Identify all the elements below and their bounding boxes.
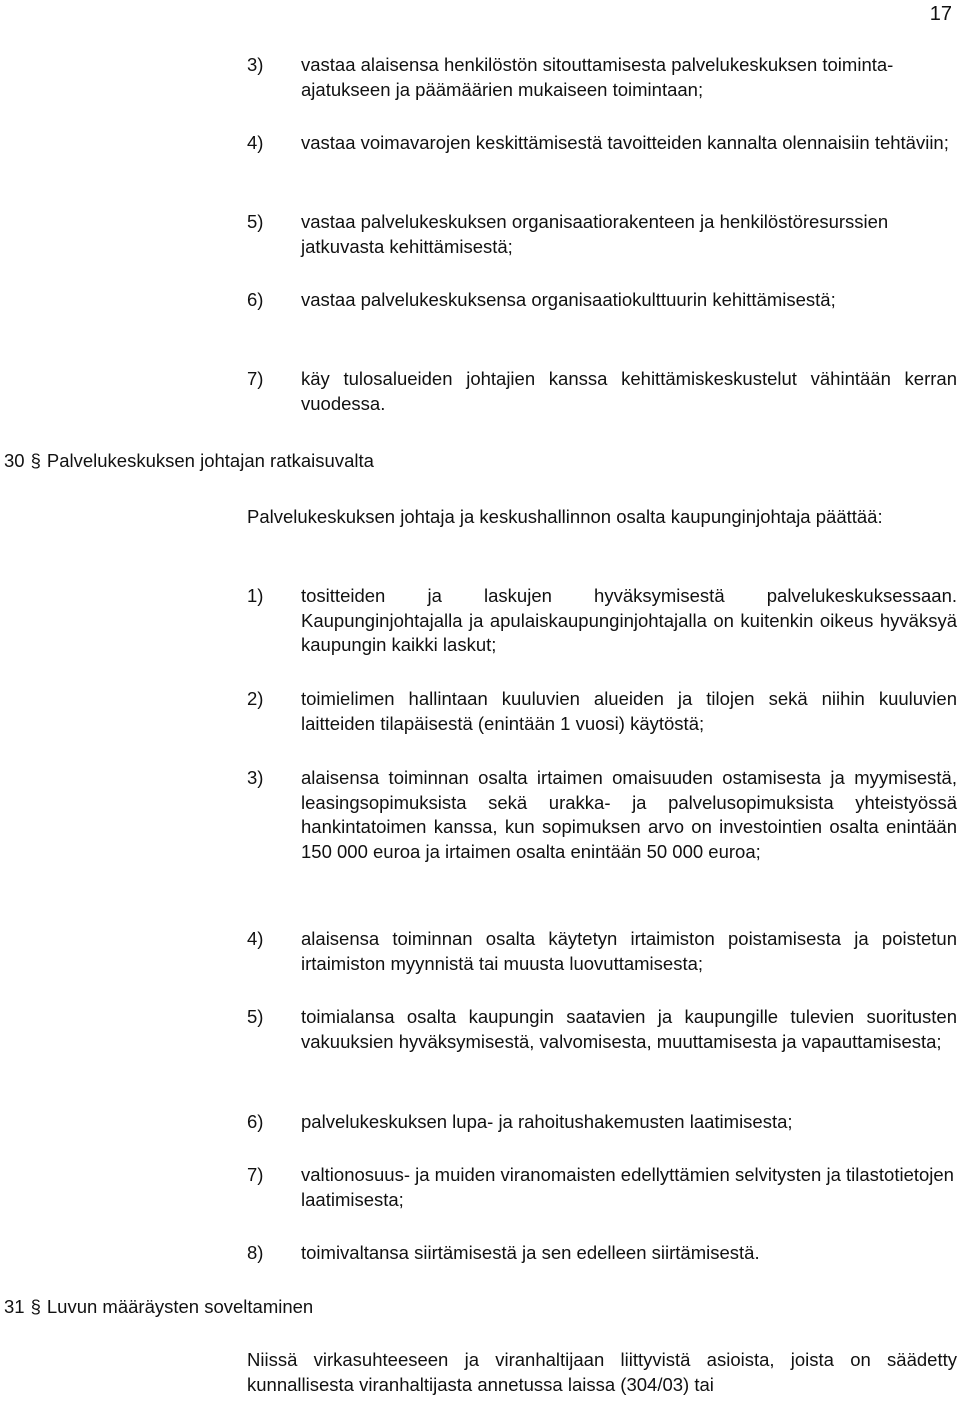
list-item-text: alaisensa toiminnan osalta irtaimen omaisuuden ostamisesta ja myymisestä, leasingsopimuksista sekä urakka- ja palvelusopimuksista yhteistyössä hankintatoimen kanssa, kun sopimuksen arvo on investointien osalta enintään 150 000 euroa ja irtaimen osalta enintään 50 000 euroa; [301,767,957,862]
list-item-text: vastaa palvelukeskuksen organisaatiorakenteen ja henkilöstöresurssien jatkuvasta kehittämisestä; [301,211,889,257]
list-item [247,367,957,416]
section-symbol: § [30,450,41,471]
section-number: 31 [4,1296,25,1317]
list-item-text: toimivaltansa siirtämisestä ja sen edelleen siirtämisestä. [301,1242,760,1263]
list-item-number: 7) [247,1164,264,1185]
page-number: 17 [929,3,952,25]
list-item-text: vastaa alaisensa henkilöstön sitouttamisesta palvelukeskuksen toiminta-ajatukseen ja päämäärien mukaiseen toimintaan; [301,54,894,100]
section-title: Palvelukeskuksen johtajan ratkaisuvalta [46,450,374,471]
list-item-text: valtionosuus- ja muiden viranomaisten edellyttämien selvitysten ja tilastotietojen laatimisesta; [301,1164,954,1210]
closing-paragraph: Niissä virkasuhteeseen ja viranhaltijaan liittyvistä asioista, joista on säädetty kunnallisesta viranhaltijasta annetussa laissa (304/03) tai [247,1349,957,1395]
list-item-text: palvelukeskuksen lupa- ja rahoitushakemusten laatimisesta; [301,1111,793,1132]
list-item [247,1110,957,1135]
list-item-number: 8) [247,1242,264,1263]
list-item-text: tositteiden ja laskujen hyväksymisestä palvelukeskuksessaan. Kaupunginjohtajalla ja apulaiskaupunginjohtajalla on kuitenkin oikeus hyväksyä kaupungin kaikki laskut; [301,585,957,655]
list-item [247,131,957,156]
list-item-number: 6) [247,1111,264,1132]
list-item-number: 1) [247,585,264,606]
list-item-number: 2) [247,688,264,709]
list-item-text: toimielimen hallintaan kuuluvien alueiden ja tilojen sekä niihin kuuluvien laitteiden tilapäisestä (enintään 1 vuosi) käytöstä; [301,688,957,734]
list-item-text: käy tulosalueiden johtajien kanssa kehittämiskeskustelut vähintään kerran vuodessa. [301,368,957,414]
list-item-text: alaisensa toiminnan osalta käytetyn irtaimiston poistamisesta ja poistetun irtaimiston myynnistä tai muusta luovuttamisesta; [301,928,957,974]
section-number: 30 [4,450,25,471]
section-heading-31 [4,1295,313,1319]
list-item [247,53,957,102]
list-item-number: 6) [247,289,264,310]
list-item-number: 3) [247,54,264,75]
section-symbol: § [30,1296,41,1317]
list-item-number: 5) [247,211,264,232]
intro-paragraph: Palvelukeskuksen johtaja ja keskushallinnon osalta kaupunginjohtaja päättää: [247,506,883,527]
list-item [247,1241,957,1266]
list-item-number: 3) [247,767,264,788]
list-item-number: 7) [247,368,264,389]
list-item-number: 5) [247,1006,264,1027]
list-item-text: toimialansa osalta kaupungin saatavien ja kaupungille tulevien suoritusten vakuuksien hyväksymisestä, valvomisesta, muuttamisesta ja vapauttamisesta; [301,1006,957,1052]
list-item [247,1163,957,1212]
list-item-number: 4) [247,928,264,949]
list-item [247,210,957,259]
list-item-text: vastaa palvelukeskuksensa organisaatiokulttuurin kehittämisestä; [301,289,836,310]
list-item [247,1005,957,1054]
list-item [247,584,957,658]
list-item-number: 4) [247,132,264,153]
list-item [247,687,957,736]
list-item [247,766,957,864]
section-heading-30 [4,449,374,473]
list-item [247,288,957,313]
list-item [247,927,957,976]
section-title: Luvun määräysten soveltaminen [46,1296,314,1317]
list-item-text: vastaa voimavarojen keskittämisestä tavoitteiden kannalta olennaisiin tehtäviin; [301,132,949,153]
